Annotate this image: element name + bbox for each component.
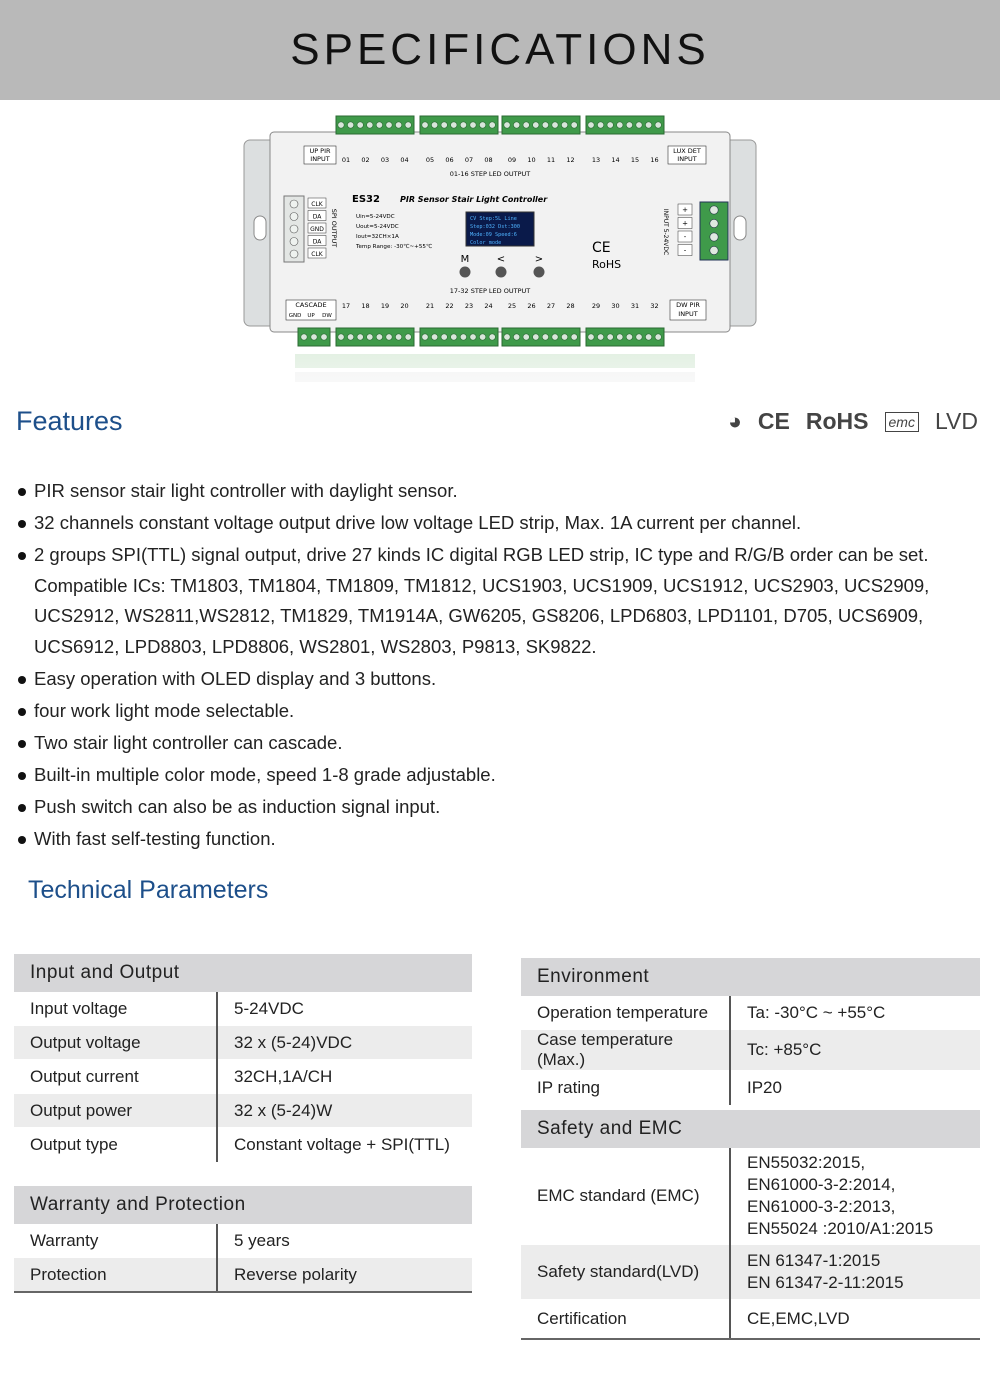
- top-output-label: 01-16 STEP LED OUTPUT: [449, 170, 531, 178]
- param-key: Operation temperature: [521, 996, 730, 1030]
- param-key: Case temperature (Max.): [521, 1030, 730, 1071]
- top-channel-number: 03: [380, 156, 390, 164]
- technical-parameters-title: Technical Parameters: [28, 876, 269, 904]
- table-header: Input and Output: [14, 954, 472, 992]
- param-value: IP20: [730, 1071, 980, 1105]
- bottom-channel-number: 25: [507, 302, 517, 310]
- spi-pin-label: GND: [310, 226, 324, 233]
- top-channel-number: 14: [611, 156, 620, 164]
- param-key: Output current: [14, 1060, 217, 1094]
- button-prev-label: <: [496, 254, 506, 265]
- lvd-logo: LVD: [934, 408, 978, 434]
- oled-line-3: Mode:09 Speed:6: [470, 232, 517, 238]
- input-output-table: [14, 954, 472, 1162]
- emc-standard-line: EN61000-3-2:2014,: [747, 1175, 896, 1194]
- param-key: Input voltage: [14, 992, 217, 1026]
- emc-standard-line: EN55024 :2010/A1:2015: [747, 1219, 934, 1238]
- bottom-channel-number: 23: [464, 302, 474, 310]
- feature-item: With fast self-testing function.: [16, 824, 976, 855]
- emc-logo: emc: [885, 412, 919, 432]
- c-mark-icon: ◕: [728, 408, 742, 434]
- bottom-channel-number: 29: [591, 302, 601, 310]
- param-key: IP rating: [521, 1071, 730, 1105]
- param-value: 5-24VDC: [217, 992, 472, 1026]
- spec-uin: Uin=5-24VDC: [356, 214, 395, 220]
- top-channel-number: 04: [400, 156, 409, 164]
- oled-line-1: CV Step:5L Line: [470, 216, 517, 222]
- cascade-label: CASCADE: [295, 301, 327, 309]
- safety-emc-table: [521, 1110, 980, 1340]
- top-terminal-blocks: [336, 116, 664, 134]
- param-key: Certification: [521, 1300, 730, 1340]
- input-pin-label: -: [683, 233, 687, 241]
- spec-uout: Uout=5-24VDC: [356, 224, 399, 230]
- spi-pin-label: DA: [312, 238, 322, 246]
- param-value: Reverse polarity: [217, 1258, 472, 1293]
- top-channel-number: 05: [425, 156, 435, 164]
- environment-table: [521, 958, 980, 1105]
- oled-line-2: Step:032 Dst:300: [470, 224, 520, 230]
- spi-pin-label: DA: [312, 213, 322, 221]
- spi-pin-labels: [308, 198, 326, 258]
- model-name: ES32: [352, 194, 380, 205]
- top-channel-number: 15: [630, 156, 640, 164]
- top-channel-number: 08: [484, 156, 493, 164]
- top-channel-number: 16: [650, 156, 659, 164]
- bottom-channel-number: 22: [445, 302, 454, 310]
- button-next[interactable]: [534, 267, 545, 278]
- spi-pin-label: CLK: [311, 251, 323, 258]
- top-channel-number: 02: [361, 156, 370, 164]
- top-channel-number: 09: [507, 156, 517, 164]
- lvd-standard-line: EN 61347-1:2015: [747, 1251, 881, 1270]
- ce-mark: CE: [592, 240, 611, 256]
- param-key: Output voltage: [14, 1026, 217, 1060]
- top-channel-number: 06: [445, 156, 454, 164]
- dw-pir-label: DW PIR: [676, 301, 700, 309]
- feature-item: 32 channels constant voltage output drive low voltage LED strip, Max. 1A current per channel.: [16, 508, 976, 539]
- feature-item: four work light mode selectable.: [16, 696, 976, 727]
- bottom-channel-number: 27: [546, 302, 556, 310]
- param-key: EMC standard (EMC): [521, 1148, 730, 1245]
- bottom-output-label: 17-32 STEP LED OUTPUT: [449, 287, 531, 295]
- param-value: Constant voltage + SPI(TTL): [217, 1128, 472, 1162]
- bottom-terminal-blocks: [298, 328, 664, 346]
- bottom-channel-number: 20: [400, 302, 409, 310]
- features-list: [16, 476, 976, 856]
- lux-det-label: LUX DET: [673, 147, 701, 155]
- param-value: 5 years: [217, 1224, 472, 1258]
- feature-item: Built-in multiple color mode, speed 1-8 grade adjustable.: [16, 760, 976, 791]
- lvd-standard-line: EN 61347-2-11:2015: [747, 1273, 904, 1292]
- input-pin-label: -: [683, 246, 687, 255]
- bottom-channel-number: 19: [380, 302, 390, 310]
- top-channel-number: 10: [527, 156, 536, 164]
- feature-item: Push switch can also be as induction signal input.: [16, 792, 976, 823]
- param-value: 32 x (5-24)W: [217, 1094, 472, 1128]
- button-m[interactable]: [460, 267, 471, 278]
- spec-iout: Iout=32CH×1A: [356, 234, 399, 240]
- emc-standard-line: EN61000-3-2:2013,: [747, 1197, 896, 1216]
- cascade-pin-dw: DW: [322, 313, 332, 319]
- cascade-pin-gnd: GND: [288, 313, 302, 319]
- feature-item: Two stair light controller can cascade.: [16, 728, 976, 759]
- param-value: CE,EMC,LVD: [730, 1300, 980, 1340]
- bottom-channel-number: 18: [361, 302, 370, 310]
- param-value: Tc: +85°C: [730, 1030, 980, 1071]
- button-prev[interactable]: [496, 267, 507, 278]
- bottom-channel-number: 28: [566, 302, 575, 310]
- device-name: PIR Sensor Stair Light Controller: [400, 195, 548, 204]
- spec-temp: Temp Range: -30℃~+55℃: [356, 244, 433, 250]
- bottom-channel-number: 30: [611, 302, 620, 310]
- top-channel-number: 12: [566, 156, 575, 164]
- param-key: Safety standard(LVD): [521, 1245, 730, 1300]
- param-value-lvd: [730, 1245, 980, 1300]
- table-header: Warranty and Protection: [14, 1186, 472, 1224]
- bottom-channel-number: 21: [425, 302, 435, 310]
- top-channel-number: 07: [464, 156, 474, 164]
- input-voltage-label: INPUT 5-24VDC: [662, 208, 669, 256]
- up-pir-label: UP PIR: [309, 147, 331, 155]
- top-channel-number: 01: [341, 156, 351, 164]
- param-value: Ta: -30°C ~ +55°C: [730, 996, 980, 1030]
- lux-det-sub: INPUT: [677, 155, 697, 163]
- specifications-banner: [0, 0, 1000, 100]
- feature-item: Easy operation with OLED display and 3 buttons.: [16, 664, 976, 695]
- cascade-pin-up: UP: [307, 313, 315, 319]
- bottom-channel-number: 24: [484, 302, 493, 310]
- warranty-table: [14, 1186, 472, 1293]
- param-key: Output power: [14, 1094, 217, 1128]
- bottom-channel-number: 32: [650, 302, 659, 310]
- param-value: 32 x (5-24)VDC: [217, 1026, 472, 1060]
- spi-pin-label: CLK: [311, 201, 323, 208]
- rohs-mark: RoHS: [592, 258, 622, 271]
- ce-logo: CE: [757, 408, 790, 434]
- param-value-emc: [730, 1148, 980, 1245]
- input-pin-label: +: [682, 219, 688, 228]
- param-key: Protection: [14, 1258, 217, 1293]
- spi-output-label: SPI OUTPUT: [330, 208, 338, 248]
- input-pin-label: +: [682, 206, 688, 214]
- up-pir-sub: INPUT: [310, 155, 330, 163]
- bottom-channel-number: 31: [630, 302, 640, 310]
- bottom-channel-number: 26: [527, 302, 536, 310]
- bottom-channel-number: 17: [341, 302, 351, 310]
- table-header: Safety and EMC: [521, 1110, 980, 1148]
- top-channel-number: 11: [546, 156, 556, 164]
- certification-logos: [728, 408, 978, 435]
- rohs-logo: RoHS: [805, 408, 869, 434]
- param-key: Output type: [14, 1128, 217, 1162]
- feature-item: PIR sensor stair light controller with daylight sensor.: [16, 476, 976, 507]
- controller-illustration: [240, 110, 760, 430]
- page-title: SPECIFICATIONS: [290, 25, 710, 74]
- param-key: Warranty: [14, 1224, 217, 1258]
- table-header: Environment: [521, 958, 980, 996]
- top-channel-number: 13: [591, 156, 601, 164]
- emc-standard-line: EN55032:2015,: [747, 1153, 866, 1172]
- button-next-label: >: [534, 254, 544, 265]
- button-m-label: M: [460, 254, 470, 265]
- param-value: 32CH,1A/CH: [217, 1060, 472, 1094]
- feature-item: 2 groups SPI(TTL) signal output, drive 27 kinds IC digital RGB LED strip, IC type and R/G/B order can be set. Compatible ICs: TM1803, TM1804, TM1809, TM1812, UCS1903, UCS1909, UCS1912, UCS2903, UCS2909, UCS2912, WS2811,WS2812, TM1829, TM1914A, GW6205, GS8206, LPD6803, LPD1101, D705, UCS6909, UCS6912, LPD8803, LPD8806, WS2801, WS2803, P9813, SK9822.: [16, 540, 976, 662]
- features-title: Features: [16, 406, 123, 436]
- oled-line-4: Color mode: [470, 240, 502, 246]
- dw-pir-sub: INPUT: [678, 310, 698, 318]
